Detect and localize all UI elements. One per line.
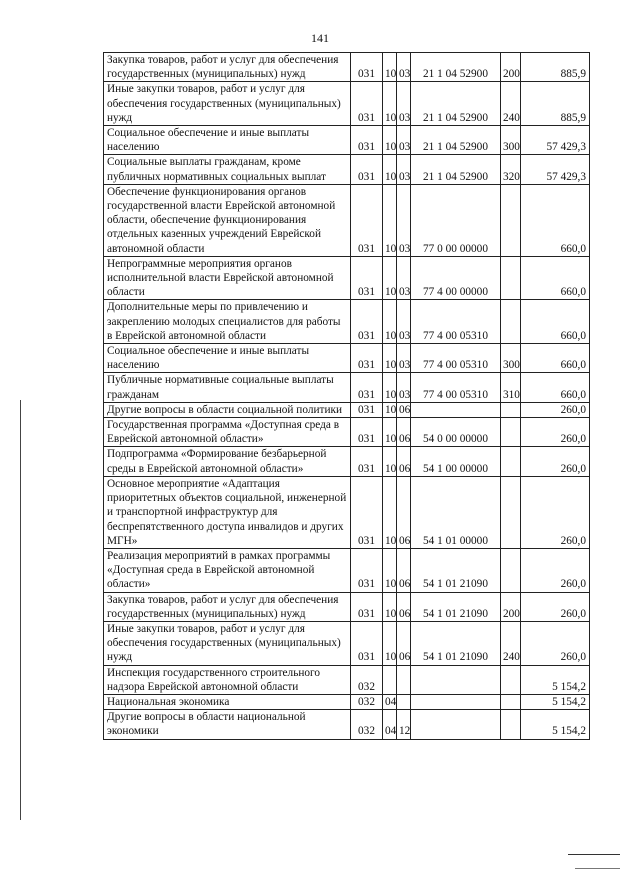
cell-subsection-code: 06 (397, 476, 411, 548)
cell-ministry-code: 031 (351, 621, 383, 665)
cell-amount: 57 429,3 (521, 126, 590, 155)
cell-name: Иные закупки товаров, работ и услуг для обеспечения государственных (муниципальных) нужд (104, 621, 351, 665)
cell-ministry-code: 031 (351, 184, 383, 256)
cell-section-code: 10 (383, 344, 397, 373)
cell-target-article: 21 1 04 52900 (411, 126, 501, 155)
cell-name: Непрограммные мероприятия органов исполнительной власти Еврейской автономной области (104, 256, 351, 300)
table-row (104, 621, 590, 665)
cell-expense-type: 300 (501, 344, 521, 373)
cell-target-article: 77 4 00 05310 (411, 300, 501, 344)
cell-ministry-code: 031 (351, 155, 383, 184)
cell-ministry-code: 031 (351, 53, 383, 82)
cell-amount: 885,9 (521, 82, 590, 126)
cell-name: Инспекция государственного строительного надзора Еврейской автономной области (104, 665, 351, 694)
cell-section-code: 10 (383, 184, 397, 256)
table-row (104, 402, 590, 417)
cell-expense-type: 300 (501, 126, 521, 155)
table-row (104, 476, 590, 548)
cell-subsection-code: 06 (397, 548, 411, 592)
cell-target-article (411, 402, 501, 417)
table-row (104, 665, 590, 694)
table-row (104, 256, 590, 300)
cell-subsection-code: 06 (397, 621, 411, 665)
cell-amount: 260,0 (521, 592, 590, 621)
cell-expense-type (501, 300, 521, 344)
cell-section-code: 10 (383, 476, 397, 548)
table-row (104, 53, 590, 82)
cell-ministry-code: 031 (351, 592, 383, 621)
table-row (104, 710, 590, 739)
cell-name: Закупка товаров, работ и услуг для обеспечения государственных (муниципальных) нужд (104, 592, 351, 621)
cell-amount: 260,0 (521, 548, 590, 592)
cell-target-article: 21 1 04 52900 (411, 82, 501, 126)
cell-target-article: 77 4 00 00000 (411, 256, 501, 300)
cell-amount: 260,0 (521, 418, 590, 447)
cell-target-article (411, 710, 501, 739)
table-row (104, 548, 590, 592)
table-row (104, 694, 590, 709)
cell-target-article: 54 1 01 00000 (411, 476, 501, 548)
cell-subsection-code: 06 (397, 402, 411, 417)
cell-section-code: 10 (383, 373, 397, 402)
cell-expense-type (501, 184, 521, 256)
cell-ministry-code: 032 (351, 710, 383, 739)
cell-expense-type: 240 (501, 82, 521, 126)
cell-section-code: 10 (383, 592, 397, 621)
cell-ministry-code: 031 (351, 373, 383, 402)
cell-subsection-code (397, 694, 411, 709)
cell-subsection-code: 03 (397, 256, 411, 300)
page-number: 141 (311, 31, 329, 45)
cell-target-article: 21 1 04 52900 (411, 155, 501, 184)
cell-name: Социальное обеспечение и иные выплаты населению (104, 344, 351, 373)
cell-target-article: 54 0 00 00000 (411, 418, 501, 447)
cell-target-article: 77 4 00 05310 (411, 373, 501, 402)
cell-ministry-code: 032 (351, 665, 383, 694)
cell-amount: 260,0 (521, 402, 590, 417)
cell-name: Основное мероприятие «Адаптация приоритетных объектов социальной, инженерной и транспортной инфраструктур для беспрепятственного доступа инвалидов и других МГН» (104, 476, 351, 548)
cell-ministry-code: 032 (351, 694, 383, 709)
cell-section-code: 10 (383, 155, 397, 184)
cell-subsection-code: 06 (397, 447, 411, 476)
cell-subsection-code: 03 (397, 155, 411, 184)
cell-expense-type: 310 (501, 373, 521, 402)
cell-name: Государственная программа «Доступная среда в Еврейской автономной области» (104, 418, 351, 447)
cell-ministry-code: 031 (351, 300, 383, 344)
cell-ministry-code: 031 (351, 548, 383, 592)
cell-target-article: 54 1 01 21090 (411, 592, 501, 621)
cell-amount: 57 429,3 (521, 155, 590, 184)
cell-subsection-code: 03 (397, 126, 411, 155)
cell-section-code: 10 (383, 621, 397, 665)
cell-amount: 660,0 (521, 344, 590, 373)
cell-subsection-code: 03 (397, 373, 411, 402)
cell-subsection-code: 12 (397, 710, 411, 739)
cell-subsection-code (397, 665, 411, 694)
table-row (104, 592, 590, 621)
cell-expense-type (501, 402, 521, 417)
cell-expense-type (501, 710, 521, 739)
table-row (104, 155, 590, 184)
cell-expense-type: 240 (501, 621, 521, 665)
cell-expense-type (501, 447, 521, 476)
cell-section-code: 10 (383, 418, 397, 447)
cell-name: Публичные нормативные социальные выплаты гражданам (104, 373, 351, 402)
table-row (104, 373, 590, 402)
cell-expense-type: 200 (501, 53, 521, 82)
cell-expense-type (501, 418, 521, 447)
cell-section-code: 10 (383, 53, 397, 82)
budget-table (103, 52, 590, 740)
cell-amount: 260,0 (521, 621, 590, 665)
cell-amount: 660,0 (521, 373, 590, 402)
footer-rule-2 (575, 868, 620, 869)
cell-section-code: 10 (383, 126, 397, 155)
cell-expense-type: 320 (501, 155, 521, 184)
footer-rule (568, 854, 620, 855)
cell-expense-type (501, 665, 521, 694)
cell-amount: 5 154,2 (521, 665, 590, 694)
cell-subsection-code: 03 (397, 82, 411, 126)
cell-section-code: 04 (383, 694, 397, 709)
cell-section-code: 10 (383, 82, 397, 126)
cell-expense-type (501, 476, 521, 548)
cell-name: Иные закупки товаров, работ и услуг для обеспечения государственных (муниципальных) нужд (104, 82, 351, 126)
cell-name: Национальная экономика (104, 694, 351, 709)
cell-expense-type (501, 694, 521, 709)
cell-amount: 260,0 (521, 476, 590, 548)
cell-ministry-code: 031 (351, 82, 383, 126)
cell-name: Дополнительные меры по привлечению и закреплению молодых специалистов для работы в Еврейской автономной области (104, 300, 351, 344)
cell-target-article: 21 1 04 52900 (411, 53, 501, 82)
table-row (104, 126, 590, 155)
cell-subsection-code: 06 (397, 592, 411, 621)
table-row (104, 82, 590, 126)
cell-subsection-code: 03 (397, 300, 411, 344)
cell-subsection-code: 06 (397, 418, 411, 447)
cell-name: Социальное обеспечение и иные выплаты населению (104, 126, 351, 155)
cell-expense-type (501, 548, 521, 592)
cell-ministry-code: 031 (351, 126, 383, 155)
cell-amount: 660,0 (521, 256, 590, 300)
cell-section-code: 10 (383, 256, 397, 300)
cell-target-article: 54 1 01 21090 (411, 548, 501, 592)
cell-section-code: 10 (383, 447, 397, 476)
cell-section-code: 10 (383, 548, 397, 592)
cell-name: Социальные выплаты гражданам, кроме публичных нормативных социальных выплат (104, 155, 351, 184)
cell-ministry-code: 031 (351, 476, 383, 548)
cell-ministry-code: 031 (351, 402, 383, 417)
cell-target-article: 54 1 01 21090 (411, 621, 501, 665)
cell-amount: 5 154,2 (521, 694, 590, 709)
table-row (104, 418, 590, 447)
cell-subsection-code: 03 (397, 344, 411, 373)
cell-expense-type: 200 (501, 592, 521, 621)
cell-expense-type (501, 256, 521, 300)
cell-target-article: 77 4 00 05310 (411, 344, 501, 373)
cell-subsection-code: 03 (397, 184, 411, 256)
table-row (104, 447, 590, 476)
table-row (104, 344, 590, 373)
cell-name: Обеспечение функционирования органов государственной власти Еврейской автономной области, обеспечение функционирования отдельных казенных учреждений Еврейской автономной области (104, 184, 351, 256)
table-row (104, 300, 590, 344)
cell-section-code: 10 (383, 402, 397, 417)
cell-ministry-code: 031 (351, 256, 383, 300)
cell-name: Подпрограмма «Формирование безбарьерной среды в Еврейской автономной области» (104, 447, 351, 476)
cell-name: Другие вопросы в области социальной политики (104, 402, 351, 417)
cell-name: Реализация мероприятий в рамках программы «Доступная среда в Еврейской автономной области» (104, 548, 351, 592)
cell-amount: 260,0 (521, 447, 590, 476)
cell-section-code: 04 (383, 710, 397, 739)
table-row (104, 184, 590, 256)
cell-section-code (383, 665, 397, 694)
cell-target-article (411, 665, 501, 694)
cell-ministry-code: 031 (351, 344, 383, 373)
cell-amount: 660,0 (521, 184, 590, 256)
cell-target-article (411, 694, 501, 709)
cell-target-article: 77 0 00 00000 (411, 184, 501, 256)
cell-target-article: 54 1 00 00000 (411, 447, 501, 476)
cell-section-code: 10 (383, 300, 397, 344)
margin-line (20, 400, 21, 820)
cell-ministry-code: 031 (351, 447, 383, 476)
cell-amount: 5 154,2 (521, 710, 590, 739)
cell-name: Другие вопросы в области национальной экономики (104, 710, 351, 739)
cell-ministry-code: 031 (351, 418, 383, 447)
cell-subsection-code: 03 (397, 53, 411, 82)
cell-amount: 885,9 (521, 53, 590, 82)
cell-amount: 660,0 (521, 300, 590, 344)
cell-name: Закупка товаров, работ и услуг для обеспечения государственных (муниципальных) нужд (104, 53, 351, 82)
